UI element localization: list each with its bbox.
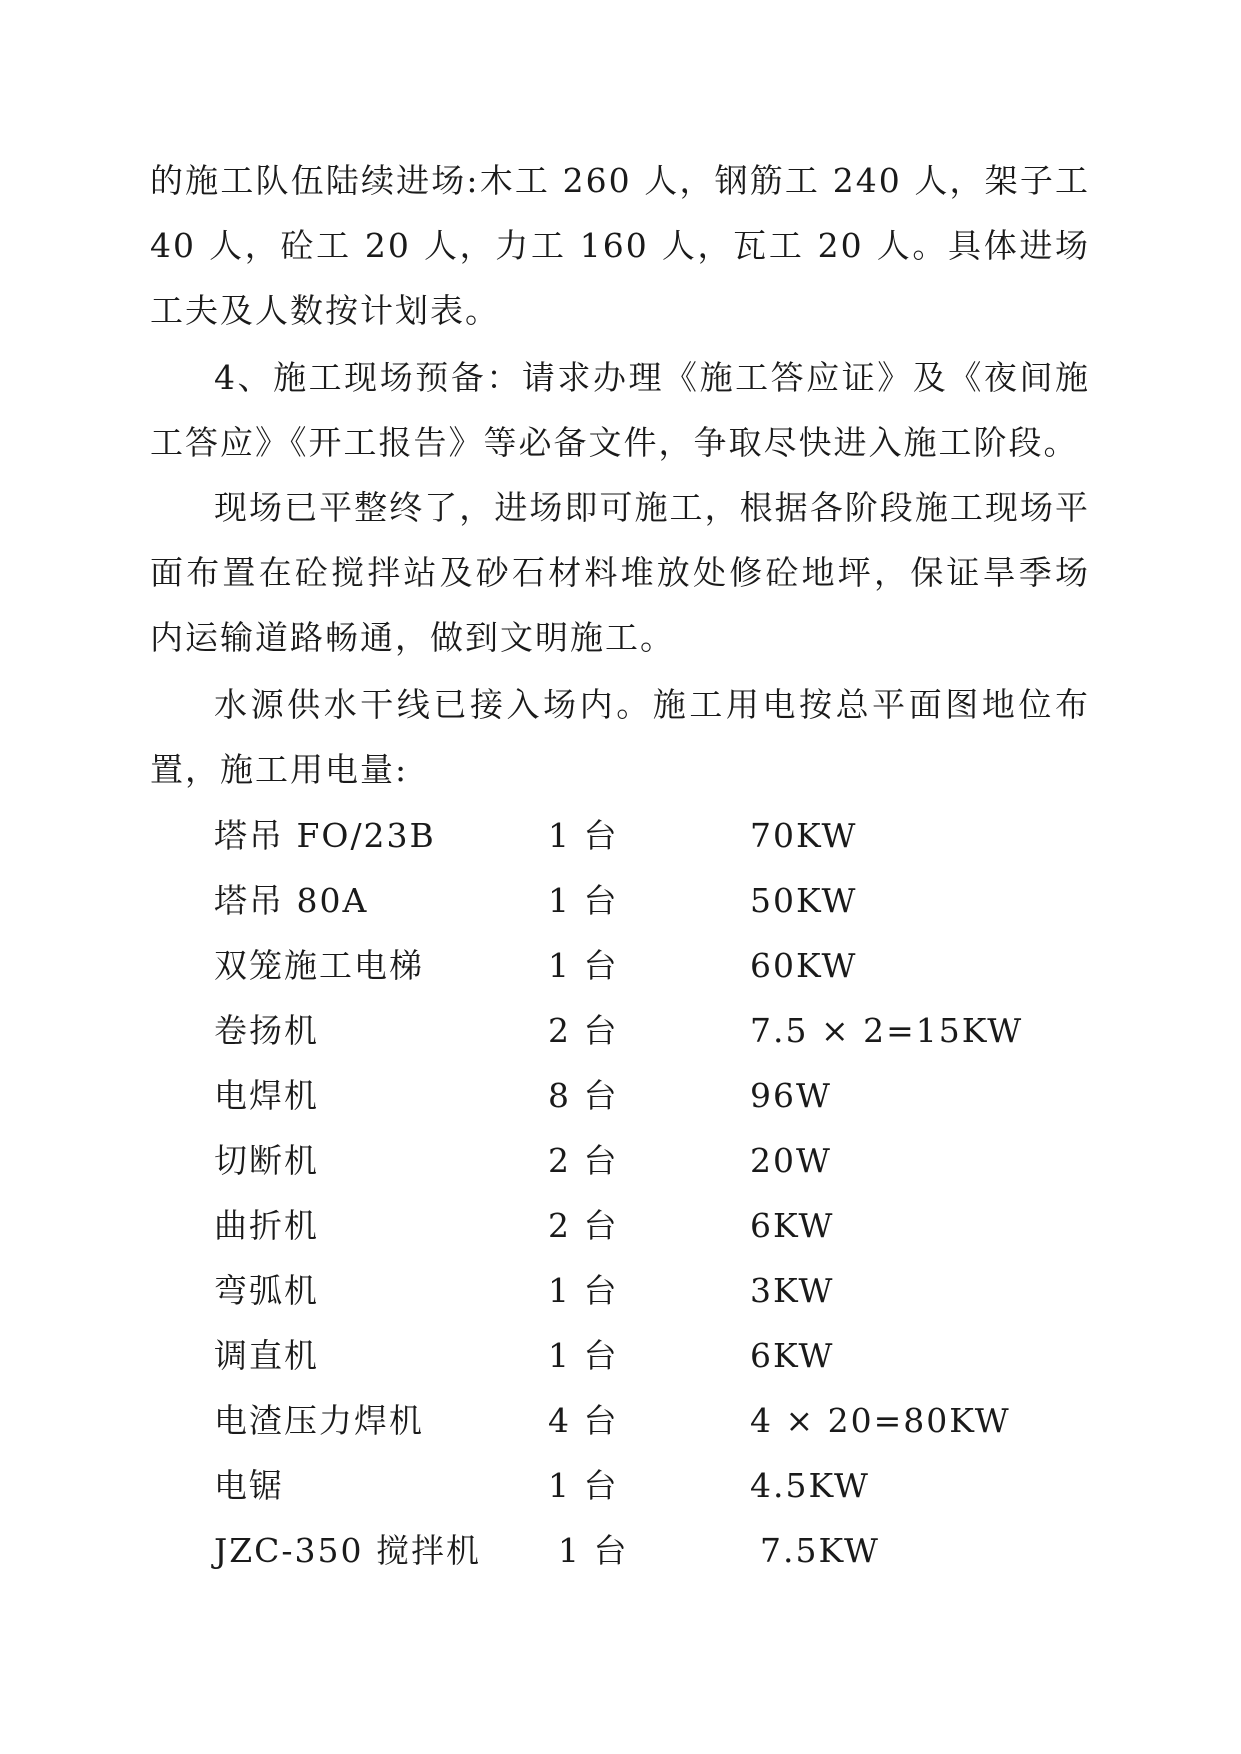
equipment-power: 7.5 × 2=15KW <box>750 1011 1024 1050</box>
equipment-quantity: 1 台 <box>558 1531 629 1570</box>
equipment-row <box>214 1128 1034 1193</box>
equipment-row <box>214 1063 1034 1128</box>
equipment-power: 6KW <box>750 1206 835 1245</box>
equipment-power: 7.5KW <box>760 1531 880 1570</box>
equipment-row <box>214 1193 1034 1258</box>
equipment-name: 塔吊 80A <box>214 881 369 920</box>
equipment-power: 4 × 20=80KW <box>750 1401 1011 1440</box>
equipment-name: 电渣压力焊机 <box>214 1401 424 1440</box>
equipment-name: 电焊机 <box>214 1076 319 1115</box>
equipment-row <box>214 1518 1034 1583</box>
equipment-row <box>214 803 1034 868</box>
equipment-row <box>214 998 1034 1063</box>
equipment-name: 切断机 <box>214 1141 319 1180</box>
equipment-name: 双笼施工电梯 <box>214 946 424 985</box>
paragraph-site-preparation: 4、施工现场预备：请求办理《施工答应证》及《夜间施工答应》《开工报告》等必备文件，争取尽快进入施工阶段。 <box>150 358 1090 462</box>
paragraph-site-leveling: 现场已平整终了，进场即可施工，根据各阶段施工现场平面布置在砼搅拌站及砂石材料堆放处修砼地坪，保证旱季场内运输道路畅通，做到文明施工。 <box>150 488 1090 657</box>
equipment-quantity: 1 台 <box>548 1336 619 1375</box>
equipment-power: 60KW <box>750 946 858 985</box>
equipment-power: 50KW <box>750 881 858 920</box>
equipment-row <box>214 933 1034 998</box>
equipment-quantity: 2 台 <box>548 1011 619 1050</box>
equipment-row <box>214 1323 1034 1388</box>
equipment-quantity: 1 台 <box>548 946 619 985</box>
equipment-row <box>214 1258 1034 1323</box>
equipment-quantity: 2 台 <box>548 1141 619 1180</box>
equipment-row <box>214 1388 1034 1453</box>
equipment-row <box>214 1453 1034 1518</box>
equipment-quantity: 1 台 <box>548 1271 619 1310</box>
equipment-quantity: 8 台 <box>548 1076 619 1115</box>
equipment-name: 电锯 <box>214 1466 284 1505</box>
equipment-quantity: 2 台 <box>548 1206 619 1245</box>
paragraph-water-power: 水源供水干线已接入场内。施工用电按总平面图地位布置，施工用电量: <box>150 685 1090 789</box>
equipment-power: 70KW <box>750 816 858 855</box>
equipment-power-list <box>214 803 1034 1583</box>
equipment-name: 弯弧机 <box>214 1271 319 1310</box>
equipment-row <box>214 868 1034 933</box>
equipment-power: 20W <box>750 1141 832 1180</box>
equipment-name: JZC-350 搅拌机 <box>214 1531 482 1570</box>
equipment-name: 曲折机 <box>214 1206 319 1245</box>
equipment-name: 塔吊 FO/23B <box>214 816 436 855</box>
equipment-quantity: 1 台 <box>548 1466 619 1505</box>
equipment-power: 3KW <box>750 1271 835 1310</box>
equipment-power: 96W <box>750 1076 832 1115</box>
equipment-power: 4.5KW <box>750 1466 870 1505</box>
equipment-name: 卷扬机 <box>214 1011 319 1050</box>
equipment-quantity: 1 台 <box>548 816 619 855</box>
equipment-quantity: 4 台 <box>548 1401 619 1440</box>
equipment-power: 6KW <box>750 1336 835 1375</box>
equipment-quantity: 1 台 <box>548 881 619 920</box>
equipment-name: 调直机 <box>214 1336 319 1375</box>
paragraph-crew-arrival: 的施工队伍陆续进场:木工 260 人，钢筋工 240 人，架子工 40 人，砼工 20 人，力工 160 人，瓦工 20 人。具体进场工夫及人数按计划表。 <box>150 161 1090 330</box>
